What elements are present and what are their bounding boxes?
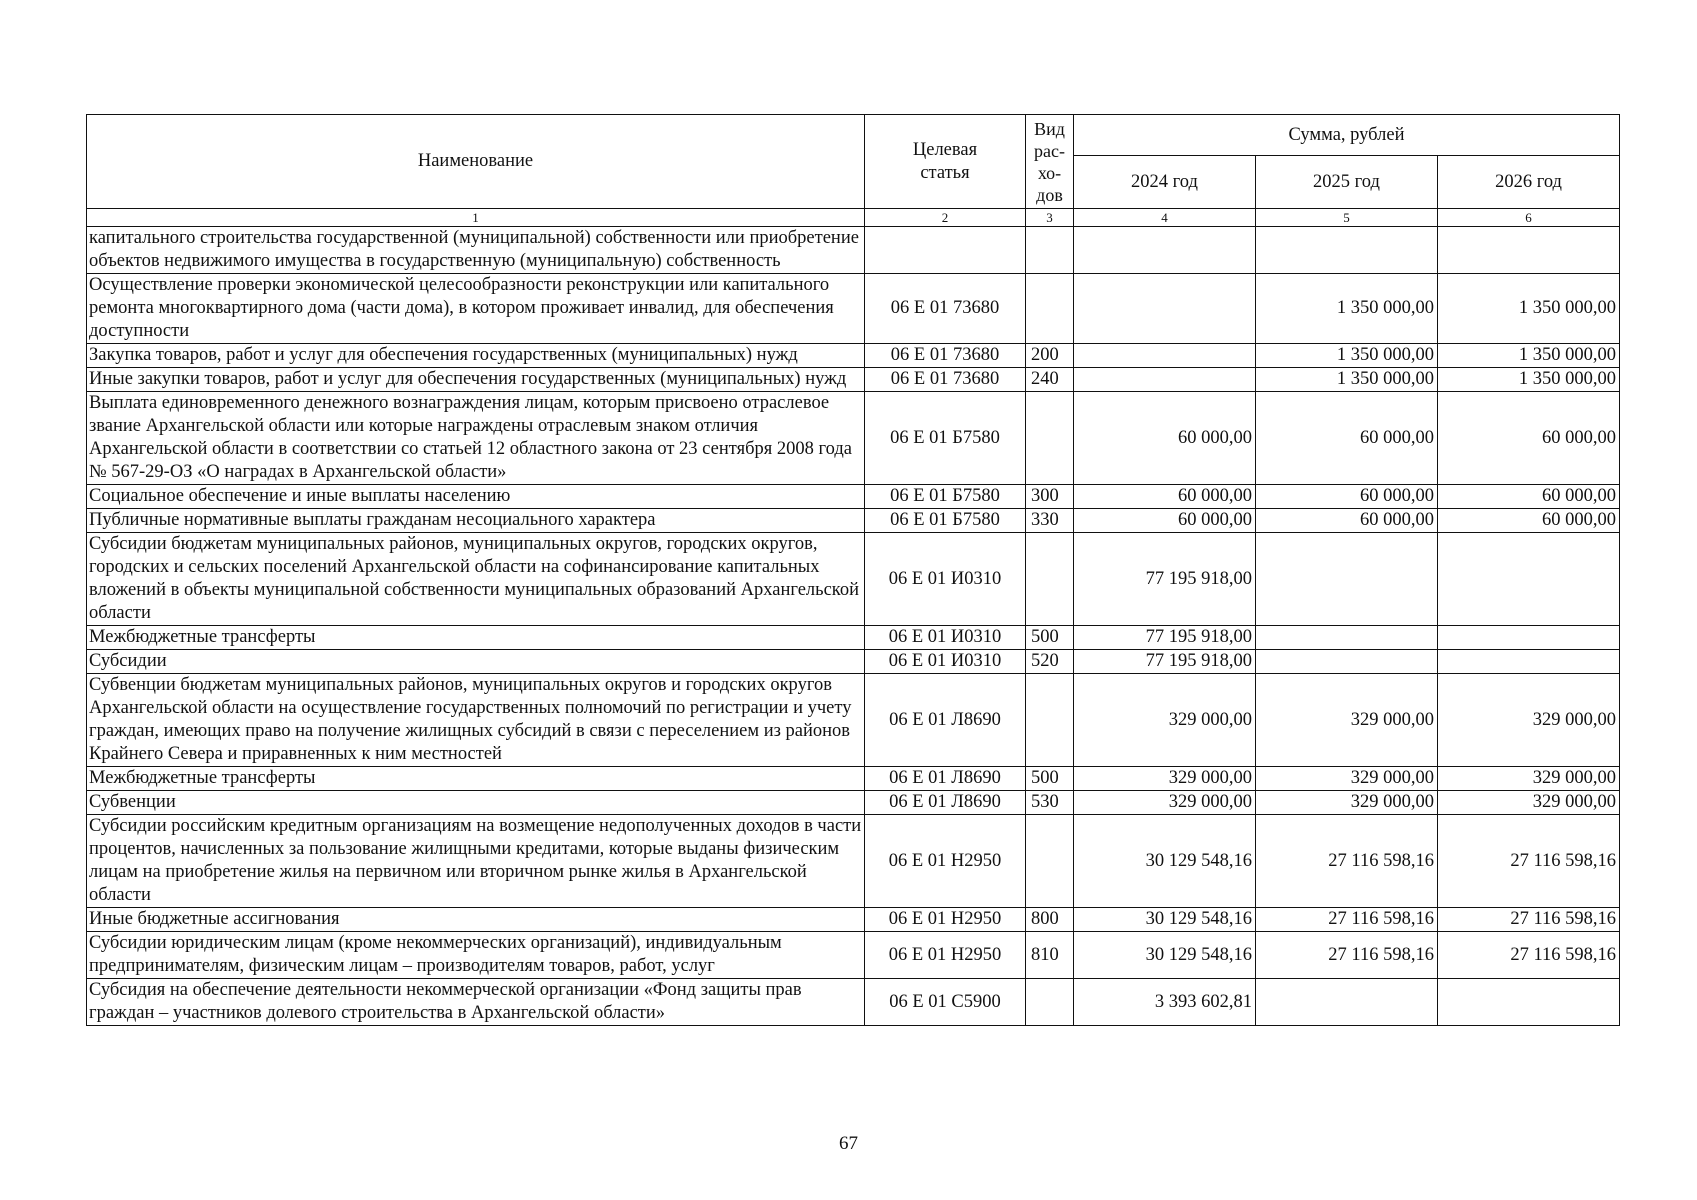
header-sum: Сумма, рублей — [1074, 115, 1620, 156]
amount-2026: 27 116 598,16 — [1438, 908, 1620, 932]
row-name: Иные бюджетные ассигнования — [87, 908, 865, 932]
expense-type-code: 500 — [1026, 767, 1074, 791]
amount-2025: 27 116 598,16 — [1256, 815, 1438, 908]
header-year-2026: 2026 год — [1438, 156, 1620, 209]
amount-2026: 60 000,00 — [1438, 509, 1620, 533]
expense-type-code — [1026, 815, 1074, 908]
amount-2024: 30 129 548,16 — [1074, 815, 1256, 908]
budget-table — [86, 114, 1620, 1026]
amount-2026 — [1438, 227, 1620, 274]
target-article-code: 06 Е 01 Н2950 — [865, 815, 1026, 908]
expense-type-code: 530 — [1026, 791, 1074, 815]
amount-2024: 329 000,00 — [1074, 767, 1256, 791]
row-name: капитального строительства государственной (муниципальной) собственности или приобретение объектов недвижимого имущества в государственную (муниципальную) собственность — [87, 227, 865, 274]
amount-2026: 329 000,00 — [1438, 767, 1620, 791]
table-header — [87, 115, 1620, 227]
amount-2026: 60 000,00 — [1438, 485, 1620, 509]
expense-type-code: 500 — [1026, 626, 1074, 650]
expense-type-code: 300 — [1026, 485, 1074, 509]
amount-2024: 30 129 548,16 — [1074, 932, 1256, 979]
row-name: Субсидии — [87, 650, 865, 674]
target-article-code: 06 Е 01 73680 — [865, 274, 1026, 344]
column-index: 5 — [1256, 209, 1438, 227]
target-article-code: 06 Е 01 73680 — [865, 344, 1026, 368]
row-name: Межбюджетные трансферты — [87, 626, 865, 650]
amount-2026: 1 350 000,00 — [1438, 344, 1620, 368]
amount-2025 — [1256, 533, 1438, 626]
header-name: Наименование — [87, 115, 865, 209]
expense-type-code — [1026, 274, 1074, 344]
row-name: Субсидии российским кредитным организациям на возмещение недополученных доходов в части процентов, начисленных за пользование жилищными кредитами, которые выданы физическим лицам на приобретение жилья на первичном или вторичном рынке жилья в Архангельской области — [87, 815, 865, 908]
column-index-row — [87, 209, 1620, 227]
amount-2026 — [1438, 533, 1620, 626]
expense-type-code: 800 — [1026, 908, 1074, 932]
amount-2026: 27 116 598,16 — [1438, 815, 1620, 908]
amount-2026: 1 350 000,00 — [1438, 368, 1620, 392]
amount-2025 — [1256, 650, 1438, 674]
table-row — [87, 392, 1620, 485]
table-row — [87, 485, 1620, 509]
expense-type-code — [1026, 979, 1074, 1026]
amount-2024: 77 195 918,00 — [1074, 650, 1256, 674]
row-name: Субвенции бюджетам муниципальных районов, муниципальных округов и городских округов Архангельской области на осуществление государственных полномочий по регистрации и учету граждан, имеющих право на получение жилищных субсидий в связи с переселением из районов Крайнего Севера и приравненных к ним местностей — [87, 674, 865, 767]
target-article-code: 06 Е 01 Б7580 — [865, 509, 1026, 533]
table-row — [87, 274, 1620, 344]
amount-2026 — [1438, 650, 1620, 674]
amount-2025: 329 000,00 — [1256, 791, 1438, 815]
amount-2025: 1 350 000,00 — [1256, 274, 1438, 344]
amount-2026: 329 000,00 — [1438, 674, 1620, 767]
row-name: Иные закупки товаров, работ и услуг для обеспечения государственных (муниципальных) нужд — [87, 368, 865, 392]
amount-2024: 3 393 602,81 — [1074, 979, 1256, 1026]
header-year-2024: 2024 год — [1074, 156, 1256, 209]
target-article-code: 06 Е 01 И0310 — [865, 533, 1026, 626]
amount-2025: 60 000,00 — [1256, 392, 1438, 485]
row-name: Закупка товаров, работ и услуг для обеспечения государственных (муниципальных) нужд — [87, 344, 865, 368]
row-name: Публичные нормативные выплаты гражданам несоциального характера — [87, 509, 865, 533]
amount-2025: 1 350 000,00 — [1256, 368, 1438, 392]
table-row — [87, 791, 1620, 815]
amount-2025: 60 000,00 — [1256, 509, 1438, 533]
amount-2026: 1 350 000,00 — [1438, 274, 1620, 344]
amount-2024: 329 000,00 — [1074, 674, 1256, 767]
target-article-code: 06 Е 01 Н2950 — [865, 908, 1026, 932]
row-name: Социальное обеспечение и иные выплаты населению — [87, 485, 865, 509]
amount-2024 — [1074, 368, 1256, 392]
amount-2026 — [1438, 979, 1620, 1026]
column-index: 6 — [1438, 209, 1620, 227]
header-target-article: Целевая статья — [865, 115, 1026, 209]
amount-2024: 30 129 548,16 — [1074, 908, 1256, 932]
amount-2025 — [1256, 979, 1438, 1026]
amount-2024: 329 000,00 — [1074, 791, 1256, 815]
header-year-2025: 2025 год — [1256, 156, 1438, 209]
row-name: Субсидии бюджетам муниципальных районов, муниципальных округов, городских округов, городских и сельских поселений Архангельской области на софинансирование капитальных вложений в объекты муниципальной собственности муниципальных образований Архангельской области — [87, 533, 865, 626]
table-row — [87, 815, 1620, 908]
column-index: 2 — [865, 209, 1026, 227]
amount-2024: 77 195 918,00 — [1074, 533, 1256, 626]
amount-2025: 1 350 000,00 — [1256, 344, 1438, 368]
amount-2026: 60 000,00 — [1438, 392, 1620, 485]
row-name: Субсидии юридическим лицам (кроме некоммерческих организаций), индивидуальным предпринимателям, физическим лицам – производителям товаров, работ, услуг — [87, 932, 865, 979]
target-article-code: 06 Е 01 Н2950 — [865, 932, 1026, 979]
row-name: Субсидия на обеспечение деятельности некоммерческой организации «Фонд защиты прав граждан – участников долевого строительства в Архангельской области» — [87, 979, 865, 1026]
table-row — [87, 674, 1620, 767]
column-index: 1 — [87, 209, 865, 227]
amount-2024 — [1074, 227, 1256, 274]
amount-2026: 329 000,00 — [1438, 791, 1620, 815]
column-index: 3 — [1026, 209, 1074, 227]
amount-2025 — [1256, 626, 1438, 650]
expense-type-code — [1026, 227, 1074, 274]
target-article-code: 06 Е 01 Л8690 — [865, 767, 1026, 791]
amount-2024 — [1074, 344, 1256, 368]
amount-2025: 27 116 598,16 — [1256, 908, 1438, 932]
expense-type-code: 520 — [1026, 650, 1074, 674]
row-name: Осуществление проверки экономической целесообразности реконструкции или капитального ремонта многоквартирного дома (части дома), в котором проживает инвалид, для обеспечения доступности — [87, 274, 865, 344]
row-name: Межбюджетные трансферты — [87, 767, 865, 791]
table-row — [87, 626, 1620, 650]
amount-2025: 27 116 598,16 — [1256, 932, 1438, 979]
expense-type-code — [1026, 533, 1074, 626]
amount-2024: 60 000,00 — [1074, 485, 1256, 509]
header-expense-type: Вид рас-хо-дов — [1026, 115, 1074, 209]
table-row — [87, 368, 1620, 392]
target-article-code: 06 Е 01 С5900 — [865, 979, 1026, 1026]
amount-2025: 329 000,00 — [1256, 674, 1438, 767]
amount-2025: 60 000,00 — [1256, 485, 1438, 509]
amount-2025: 329 000,00 — [1256, 767, 1438, 791]
target-article-code: 06 Е 01 И0310 — [865, 626, 1026, 650]
table-row — [87, 533, 1620, 626]
target-article-code: 06 Е 01 Л8690 — [865, 674, 1026, 767]
amount-2024: 60 000,00 — [1074, 509, 1256, 533]
target-article-code: 06 Е 01 73680 — [865, 368, 1026, 392]
target-article-code: 06 Е 01 Б7580 — [865, 392, 1026, 485]
amount-2024 — [1074, 274, 1256, 344]
table-row — [87, 650, 1620, 674]
expense-type-code — [1026, 392, 1074, 485]
column-index: 4 — [1074, 209, 1256, 227]
expense-type-code — [1026, 674, 1074, 767]
target-article-code — [865, 227, 1026, 274]
table-row — [87, 509, 1620, 533]
amount-2024: 77 195 918,00 — [1074, 626, 1256, 650]
target-article-code: 06 Е 01 Л8690 — [865, 791, 1026, 815]
table-row — [87, 979, 1620, 1026]
target-article-code: 06 Е 01 Б7580 — [865, 485, 1026, 509]
row-name: Субвенции — [87, 791, 865, 815]
table-row — [87, 227, 1620, 274]
table-row — [87, 767, 1620, 791]
expense-type-code: 200 — [1026, 344, 1074, 368]
expense-type-code: 330 — [1026, 509, 1074, 533]
page-number: 67 — [839, 1133, 858, 1154]
amount-2025 — [1256, 227, 1438, 274]
amount-2024: 60 000,00 — [1074, 392, 1256, 485]
table-body — [87, 227, 1620, 1026]
expense-type-code: 240 — [1026, 368, 1074, 392]
table-row — [87, 932, 1620, 979]
table-row — [87, 908, 1620, 932]
target-article-code: 06 Е 01 И0310 — [865, 650, 1026, 674]
expense-type-code: 810 — [1026, 932, 1074, 979]
table-row — [87, 344, 1620, 368]
amount-2026 — [1438, 626, 1620, 650]
amount-2026: 27 116 598,16 — [1438, 932, 1620, 979]
row-name: Выплата единовременного денежного вознаграждения лицам, которым присвоено отраслевое звание Архангельской области или которые награждены отраслевым знаком отличия Архангельской области в соответствии со статьей 12 областного закона от 23 сентября 2008 года № 567-29-ОЗ «О наградах в Архангельской области» — [87, 392, 865, 485]
